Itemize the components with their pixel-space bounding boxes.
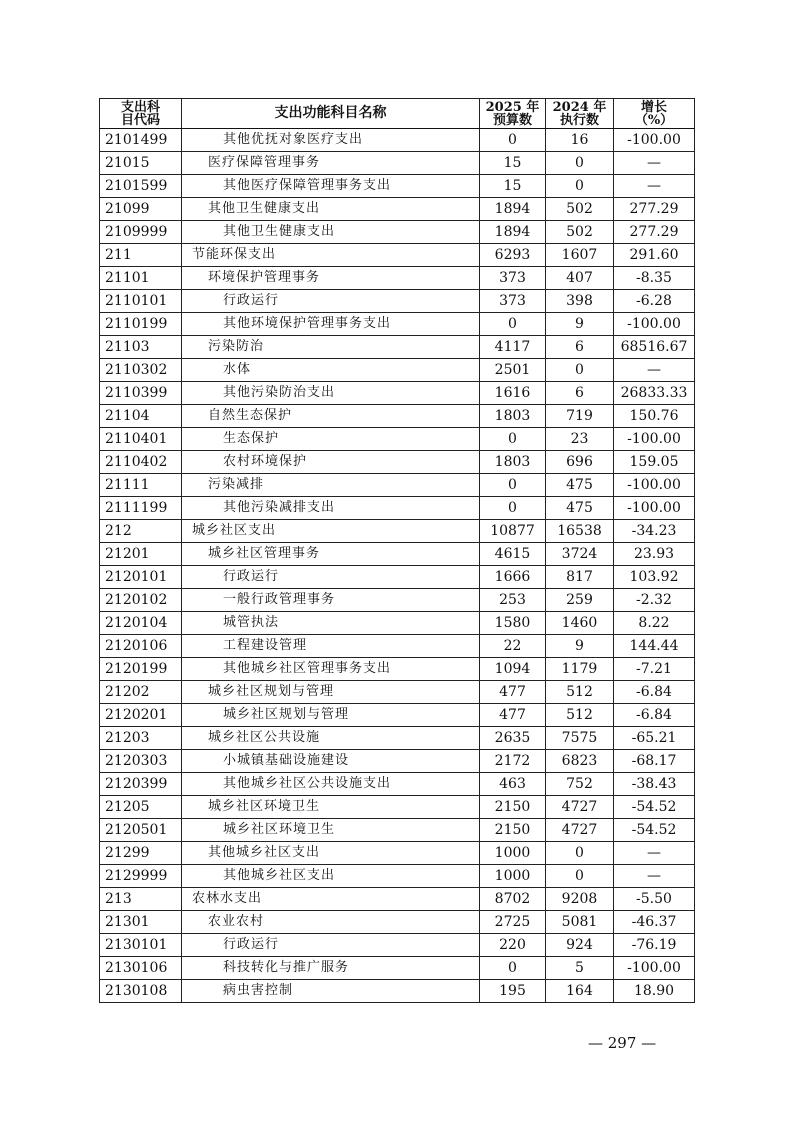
growth-cell: 18.90 bbox=[614, 980, 695, 1003]
table-header-row bbox=[100, 99, 695, 129]
budget-2025-cell: 1000 bbox=[480, 865, 546, 888]
budget-2025-cell: 10877 bbox=[480, 520, 546, 543]
table-row bbox=[100, 313, 695, 336]
name-cell: 一般行政管理事务 bbox=[182, 589, 480, 612]
growth-cell: — bbox=[614, 842, 695, 865]
header-exec-line1: 2024 年 bbox=[552, 99, 607, 115]
code-cell: 2110302 bbox=[100, 359, 182, 382]
name-cell: 农村环境保护 bbox=[182, 451, 480, 474]
budget-2025-cell: 220 bbox=[480, 934, 546, 957]
code-cell: 2120399 bbox=[100, 773, 182, 796]
exec-2024-cell: 696 bbox=[546, 451, 614, 474]
code-cell: 211 bbox=[100, 244, 182, 267]
budget-2025-cell: 1616 bbox=[480, 382, 546, 405]
budget-2025-cell: 1094 bbox=[480, 658, 546, 681]
budget-2025-cell: 0 bbox=[480, 957, 546, 980]
name-cell: 其他污染防治支出 bbox=[182, 382, 480, 405]
growth-cell: 68516.67 bbox=[614, 336, 695, 359]
growth-cell: 277.29 bbox=[614, 198, 695, 221]
table-row bbox=[100, 911, 695, 934]
exec-2024-cell: 475 bbox=[546, 497, 614, 520]
table-row bbox=[100, 198, 695, 221]
header-growth bbox=[614, 99, 695, 129]
table-row bbox=[100, 267, 695, 290]
table-row bbox=[100, 796, 695, 819]
name-cell: 城乡社区规划与管理 bbox=[182, 681, 480, 704]
code-cell: 2120101 bbox=[100, 566, 182, 589]
name-cell: 行政运行 bbox=[182, 934, 480, 957]
growth-cell: -65.21 bbox=[614, 727, 695, 750]
exec-2024-cell: 1460 bbox=[546, 612, 614, 635]
name-cell: 其他城乡社区管理事务支出 bbox=[182, 658, 480, 681]
header-exec-line2: 执行数 bbox=[559, 112, 599, 128]
table-row bbox=[100, 428, 695, 451]
code-cell: 2130108 bbox=[100, 980, 182, 1003]
growth-cell: -6.84 bbox=[614, 681, 695, 704]
name-cell: 自然生态保护 bbox=[182, 405, 480, 428]
budget-2025-cell: 253 bbox=[480, 589, 546, 612]
growth-cell: -2.32 bbox=[614, 589, 695, 612]
code-cell: 2110402 bbox=[100, 451, 182, 474]
name-cell: 农林水支出 bbox=[182, 888, 480, 911]
exec-2024-cell: 0 bbox=[546, 152, 614, 175]
exec-2024-cell: 16 bbox=[546, 129, 614, 152]
budget-2025-cell: 6293 bbox=[480, 244, 546, 267]
header-budget-2025 bbox=[480, 99, 546, 129]
table-row bbox=[100, 658, 695, 681]
code-cell: 21201 bbox=[100, 543, 182, 566]
budget-2025-cell: 1894 bbox=[480, 221, 546, 244]
table-row bbox=[100, 152, 695, 175]
exec-2024-cell: 4727 bbox=[546, 819, 614, 842]
growth-cell: -7.21 bbox=[614, 658, 695, 681]
growth-cell: -6.28 bbox=[614, 290, 695, 313]
exec-2024-cell: 817 bbox=[546, 566, 614, 589]
budget-2025-cell: 477 bbox=[480, 681, 546, 704]
table-row bbox=[100, 244, 695, 267]
table-row bbox=[100, 612, 695, 635]
name-cell: 污染防治 bbox=[182, 336, 480, 359]
code-cell: 2110101 bbox=[100, 290, 182, 313]
name-cell: 污染减排 bbox=[182, 474, 480, 497]
exec-2024-cell: 0 bbox=[546, 359, 614, 382]
code-cell: 212 bbox=[100, 520, 182, 543]
exec-2024-cell: 6823 bbox=[546, 750, 614, 773]
exec-2024-cell: 0 bbox=[546, 865, 614, 888]
exec-2024-cell: 9208 bbox=[546, 888, 614, 911]
growth-cell: -6.84 bbox=[614, 704, 695, 727]
code-cell: 2101599 bbox=[100, 175, 182, 198]
name-cell: 城管执法 bbox=[182, 612, 480, 635]
exec-2024-cell: 6 bbox=[546, 382, 614, 405]
exec-2024-cell: 6 bbox=[546, 336, 614, 359]
name-cell: 其他城乡社区公共设施支出 bbox=[182, 773, 480, 796]
budget-2025-cell: 2150 bbox=[480, 796, 546, 819]
exec-2024-cell: 164 bbox=[546, 980, 614, 1003]
name-cell: 科技转化与推广服务 bbox=[182, 957, 480, 980]
growth-cell: 26833.33 bbox=[614, 382, 695, 405]
code-cell: 2109999 bbox=[100, 221, 182, 244]
code-cell: 2110401 bbox=[100, 428, 182, 451]
exec-2024-cell: 502 bbox=[546, 198, 614, 221]
growth-cell: 144.44 bbox=[614, 635, 695, 658]
growth-cell: -100.00 bbox=[614, 474, 695, 497]
code-cell: 2120104 bbox=[100, 612, 182, 635]
header-name: 支出功能科目名称 bbox=[182, 99, 480, 129]
name-cell: 其他医疗保障管理事务支出 bbox=[182, 175, 480, 198]
exec-2024-cell: 9 bbox=[546, 635, 614, 658]
table-row bbox=[100, 543, 695, 566]
code-cell: 2120501 bbox=[100, 819, 182, 842]
table-row bbox=[100, 842, 695, 865]
exec-2024-cell: 0 bbox=[546, 175, 614, 198]
growth-cell: 277.29 bbox=[614, 221, 695, 244]
budget-2025-cell: 4117 bbox=[480, 336, 546, 359]
table-row bbox=[100, 819, 695, 842]
exec-2024-cell: 475 bbox=[546, 474, 614, 497]
header-growth-line1: 增长 bbox=[640, 99, 667, 115]
table-row bbox=[100, 980, 695, 1003]
growth-cell: -100.00 bbox=[614, 129, 695, 152]
budget-2025-cell: 2150 bbox=[480, 819, 546, 842]
exec-2024-cell: 398 bbox=[546, 290, 614, 313]
exec-2024-cell: 502 bbox=[546, 221, 614, 244]
code-cell: 2129999 bbox=[100, 865, 182, 888]
budget-2025-cell: 0 bbox=[480, 497, 546, 520]
name-cell: 环境保护管理事务 bbox=[182, 267, 480, 290]
exec-2024-cell: 1179 bbox=[546, 658, 614, 681]
table-row bbox=[100, 750, 695, 773]
name-cell: 城乡社区环境卫生 bbox=[182, 819, 480, 842]
name-cell: 工程建设管理 bbox=[182, 635, 480, 658]
exec-2024-cell: 1607 bbox=[546, 244, 614, 267]
code-cell: 21202 bbox=[100, 681, 182, 704]
table-row bbox=[100, 566, 695, 589]
header-growth-line2: （%） bbox=[634, 112, 674, 128]
budget-2025-cell: 0 bbox=[480, 313, 546, 336]
code-cell: 21301 bbox=[100, 911, 182, 934]
name-cell: 病虫害控制 bbox=[182, 980, 480, 1003]
growth-cell: — bbox=[614, 152, 695, 175]
code-cell: 21099 bbox=[100, 198, 182, 221]
code-cell: 2120102 bbox=[100, 589, 182, 612]
budget-2025-cell: 22 bbox=[480, 635, 546, 658]
name-cell: 农业农村 bbox=[182, 911, 480, 934]
code-cell: 21299 bbox=[100, 842, 182, 865]
table-row bbox=[100, 405, 695, 428]
name-cell: 其他卫生健康支出 bbox=[182, 221, 480, 244]
name-cell: 其他优抚对象医疗支出 bbox=[182, 129, 480, 152]
growth-cell: -100.00 bbox=[614, 313, 695, 336]
name-cell: 节能环保支出 bbox=[182, 244, 480, 267]
exec-2024-cell: 512 bbox=[546, 681, 614, 704]
budget-2025-cell: 2172 bbox=[480, 750, 546, 773]
table-row bbox=[100, 221, 695, 244]
code-cell: 2120303 bbox=[100, 750, 182, 773]
budget-2025-cell: 1803 bbox=[480, 451, 546, 474]
name-cell: 其他卫生健康支出 bbox=[182, 198, 480, 221]
growth-cell: — bbox=[614, 865, 695, 888]
budget-2025-cell: 2501 bbox=[480, 359, 546, 382]
growth-cell: 150.76 bbox=[614, 405, 695, 428]
name-cell: 水体 bbox=[182, 359, 480, 382]
table-row bbox=[100, 888, 695, 911]
header-code-line1: 支出科 bbox=[120, 99, 160, 115]
code-cell: 21111 bbox=[100, 474, 182, 497]
growth-cell: -5.50 bbox=[614, 888, 695, 911]
budget-2025-cell: 15 bbox=[480, 175, 546, 198]
name-cell: 其他城乡社区支出 bbox=[182, 842, 480, 865]
budget-2025-cell: 373 bbox=[480, 290, 546, 313]
name-cell: 其他城乡社区支出 bbox=[182, 865, 480, 888]
table-row bbox=[100, 336, 695, 359]
header-exec-2024 bbox=[546, 99, 614, 129]
code-cell: 2120201 bbox=[100, 704, 182, 727]
budget-2025-cell: 4615 bbox=[480, 543, 546, 566]
growth-cell: — bbox=[614, 359, 695, 382]
exec-2024-cell: 0 bbox=[546, 842, 614, 865]
exec-2024-cell: 512 bbox=[546, 704, 614, 727]
growth-cell: -46.37 bbox=[614, 911, 695, 934]
growth-cell: -34.23 bbox=[614, 520, 695, 543]
code-cell: 21205 bbox=[100, 796, 182, 819]
exec-2024-cell: 5 bbox=[546, 957, 614, 980]
growth-cell: -8.35 bbox=[614, 267, 695, 290]
code-cell: 2101499 bbox=[100, 129, 182, 152]
name-cell: 其他污染减排支出 bbox=[182, 497, 480, 520]
table-row bbox=[100, 382, 695, 405]
table-row bbox=[100, 290, 695, 313]
exec-2024-cell: 7575 bbox=[546, 727, 614, 750]
name-cell: 行政运行 bbox=[182, 290, 480, 313]
budget-2025-cell: 195 bbox=[480, 980, 546, 1003]
budget-2025-cell: 2725 bbox=[480, 911, 546, 934]
budget-2025-cell: 8702 bbox=[480, 888, 546, 911]
growth-cell: -76.19 bbox=[614, 934, 695, 957]
code-cell: 21101 bbox=[100, 267, 182, 290]
growth-cell: 291.60 bbox=[614, 244, 695, 267]
name-cell: 医疗保障管理事务 bbox=[182, 152, 480, 175]
code-cell: 2130106 bbox=[100, 957, 182, 980]
growth-cell: 159.05 bbox=[614, 451, 695, 474]
growth-cell: 103.92 bbox=[614, 566, 695, 589]
budget-2025-cell: 0 bbox=[480, 474, 546, 497]
exec-2024-cell: 5081 bbox=[546, 911, 614, 934]
table-body bbox=[100, 129, 695, 1003]
name-cell: 行政运行 bbox=[182, 566, 480, 589]
table-row bbox=[100, 681, 695, 704]
header-budget-line1: 2025 年 bbox=[485, 99, 540, 115]
name-cell: 城乡社区支出 bbox=[182, 520, 480, 543]
growth-cell: -54.52 bbox=[614, 796, 695, 819]
growth-cell: -100.00 bbox=[614, 497, 695, 520]
table-row bbox=[100, 359, 695, 382]
code-cell: 21104 bbox=[100, 405, 182, 428]
header-budget-line2: 预算数 bbox=[492, 112, 532, 128]
budget-2025-cell: 477 bbox=[480, 704, 546, 727]
name-cell: 城乡社区环境卫生 bbox=[182, 796, 480, 819]
table-row bbox=[100, 129, 695, 152]
code-cell: 21203 bbox=[100, 727, 182, 750]
table-row bbox=[100, 635, 695, 658]
code-cell: 2120199 bbox=[100, 658, 182, 681]
budget-2025-cell: 2635 bbox=[480, 727, 546, 750]
budget-2025-cell: 1580 bbox=[480, 612, 546, 635]
table-row bbox=[100, 727, 695, 750]
budget-2025-cell: 0 bbox=[480, 129, 546, 152]
table-row bbox=[100, 704, 695, 727]
name-cell: 小城镇基础设施建设 bbox=[182, 750, 480, 773]
code-cell: 2110399 bbox=[100, 382, 182, 405]
header-code-line2: 目代码 bbox=[120, 112, 160, 128]
name-cell: 城乡社区公共设施 bbox=[182, 727, 480, 750]
exec-2024-cell: 4727 bbox=[546, 796, 614, 819]
table-row bbox=[100, 474, 695, 497]
code-cell: 213 bbox=[100, 888, 182, 911]
table-row bbox=[100, 957, 695, 980]
budget-2025-cell: 1894 bbox=[480, 198, 546, 221]
name-cell: 城乡社区规划与管理 bbox=[182, 704, 480, 727]
page-number: — 297 — bbox=[588, 1034, 657, 1052]
growth-cell: -54.52 bbox=[614, 819, 695, 842]
budget-2025-cell: 373 bbox=[480, 267, 546, 290]
table-row bbox=[100, 451, 695, 474]
code-cell: 2110199 bbox=[100, 313, 182, 336]
header-code bbox=[100, 99, 182, 129]
exec-2024-cell: 9 bbox=[546, 313, 614, 336]
growth-cell: -100.00 bbox=[614, 428, 695, 451]
table-row bbox=[100, 865, 695, 888]
budget-2025-cell: 0 bbox=[480, 428, 546, 451]
budget-2025-cell: 463 bbox=[480, 773, 546, 796]
name-cell: 城乡社区管理事务 bbox=[182, 543, 480, 566]
code-cell: 21103 bbox=[100, 336, 182, 359]
exec-2024-cell: 16538 bbox=[546, 520, 614, 543]
growth-cell: — bbox=[614, 175, 695, 198]
table-row bbox=[100, 589, 695, 612]
budget-2025-cell: 15 bbox=[480, 152, 546, 175]
budget-2025-cell: 1000 bbox=[480, 842, 546, 865]
exec-2024-cell: 407 bbox=[546, 267, 614, 290]
table-row bbox=[100, 934, 695, 957]
exec-2024-cell: 924 bbox=[546, 934, 614, 957]
growth-cell: 23.93 bbox=[614, 543, 695, 566]
exec-2024-cell: 3724 bbox=[546, 543, 614, 566]
exec-2024-cell: 719 bbox=[546, 405, 614, 428]
budget-2025-cell: 1803 bbox=[480, 405, 546, 428]
table-row bbox=[100, 497, 695, 520]
growth-cell: 8.22 bbox=[614, 612, 695, 635]
code-cell: 21015 bbox=[100, 152, 182, 175]
code-cell: 2120106 bbox=[100, 635, 182, 658]
exec-2024-cell: 259 bbox=[546, 589, 614, 612]
code-cell: 2111199 bbox=[100, 497, 182, 520]
table-row bbox=[100, 175, 695, 198]
growth-cell: -68.17 bbox=[614, 750, 695, 773]
exec-2024-cell: 23 bbox=[546, 428, 614, 451]
code-cell: 2130101 bbox=[100, 934, 182, 957]
name-cell: 其他环境保护管理事务支出 bbox=[182, 313, 480, 336]
name-cell: 生态保护 bbox=[182, 428, 480, 451]
growth-cell: -100.00 bbox=[614, 957, 695, 980]
budget-2025-cell: 1666 bbox=[480, 566, 546, 589]
table-row bbox=[100, 520, 695, 543]
expenditure-table bbox=[99, 98, 695, 1003]
growth-cell: -38.43 bbox=[614, 773, 695, 796]
table-row bbox=[100, 773, 695, 796]
exec-2024-cell: 752 bbox=[546, 773, 614, 796]
